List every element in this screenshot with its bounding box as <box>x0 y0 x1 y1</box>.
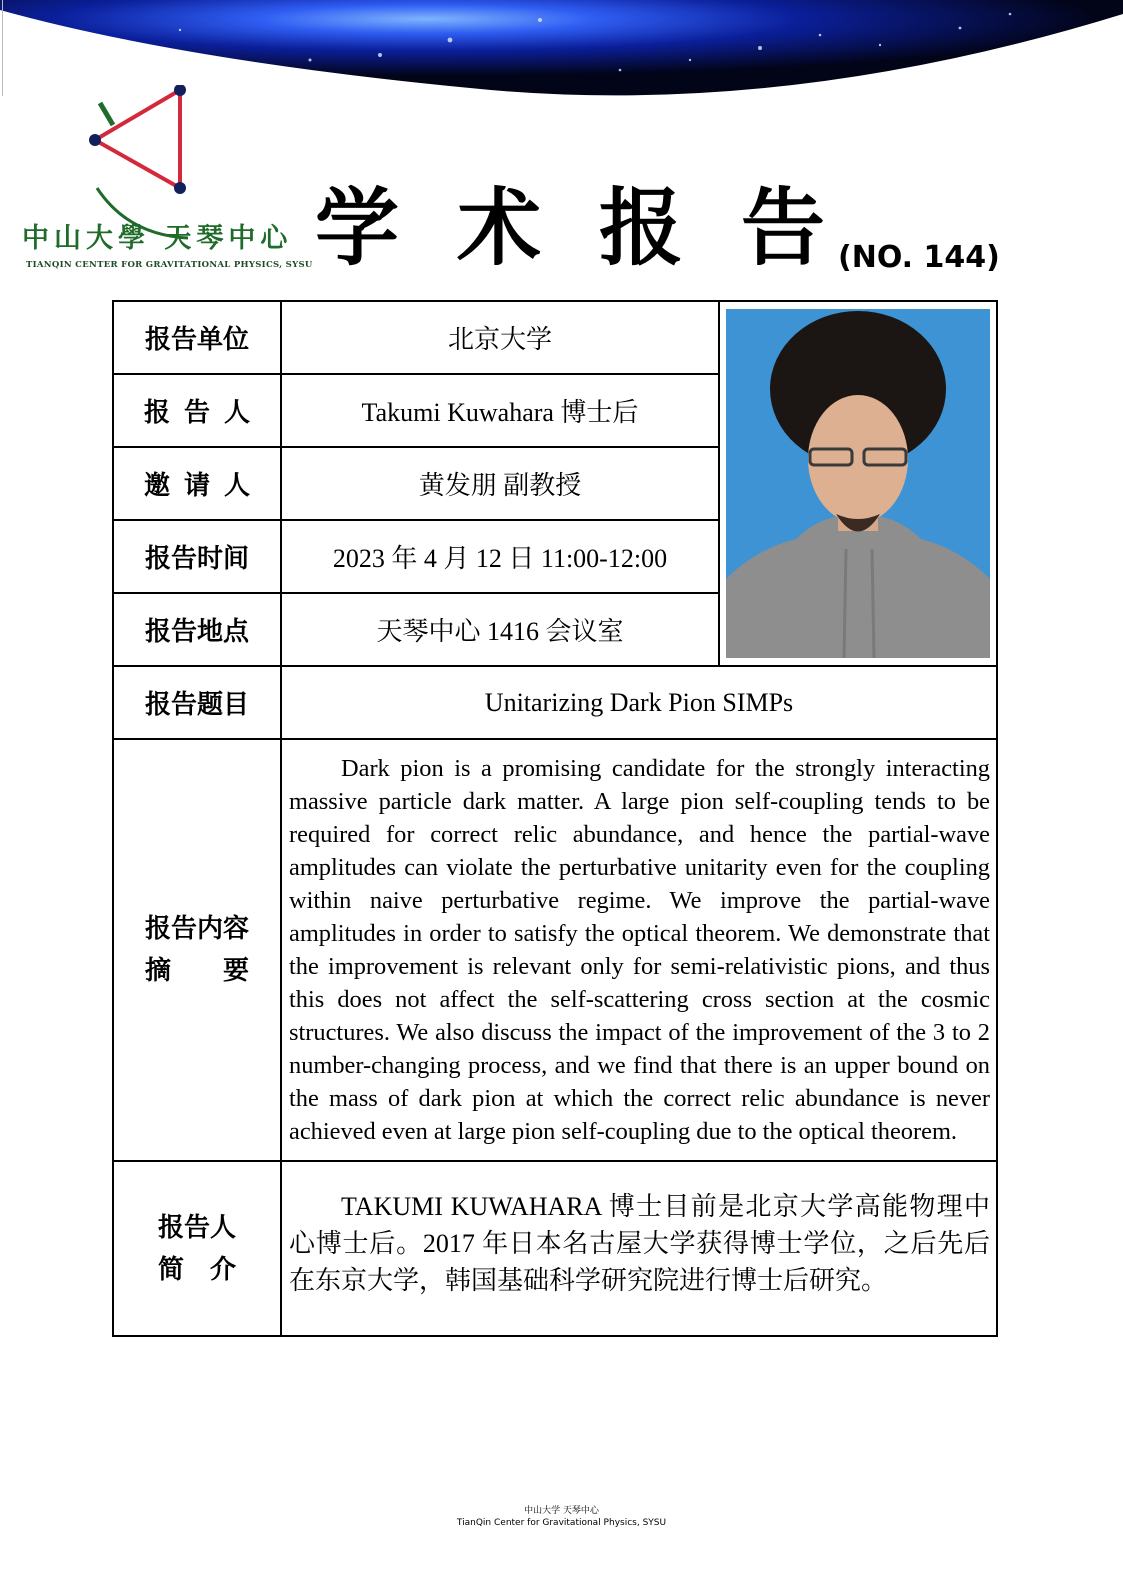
page-edge-line <box>2 0 3 96</box>
value-inviter: 黄发朋 副教授 <box>281 447 719 520</box>
label-speaker: 报告人 <box>113 374 281 447</box>
photo-cell <box>719 301 997 666</box>
page-title: 学术报告 <box>315 178 884 277</box>
table-row <box>113 301 997 374</box>
abstract-text: Dark pion is a promising candidate for the strongly interacting massive particle dark matter. A large pion self-coupling tends to be required for correct relic abundance, and hence the partial-wave amplitudes can violate the perturbative unitarity even for the coupling within naive perturbative regime. We improve the partial-wave amplitudes in order to satisfy the optical theorem. We demonstrate that the improvement is relevant only for semi-relativistic pions, and thus this does not affect the self-scattering cross section at the cosmic structures. We also discuss the impact of the improvement of the 3 to 2 number-changing process, and we find that there is an upper bound on the mass of dark pion at which the correct relic abundance is never achieved even at large pion self-coupling due to the optical theorem. <box>289 755 990 1145</box>
report-number: (NO. 144) <box>838 240 1000 275</box>
abstract-cell <box>281 739 997 1161</box>
value-location: 天琴中心 1416 会议室 <box>281 593 719 666</box>
value-time: 2023 年 4 月 12 日 11:00-12:00 <box>281 520 719 593</box>
bio-text: TAKUMI KUWAHARA 博士目前是北京大学高能物理中心博士后。2017 年日本名古屋大学获得博士学位，之后先后在东京大学，韩国基础科学研究院进行博士后研究。 <box>289 1192 990 1295</box>
report-info-table <box>112 300 998 1337</box>
footer-org-en: TianQin Center for Gravitational Physics, SYSU <box>456 1518 667 1528</box>
footer-org-cn: 中山大学 天琴中心 <box>524 1506 599 1516</box>
logo-name-cn: 中山大學 天琴中心 <box>22 223 293 254</box>
label-location: 报告地点 <box>113 593 281 666</box>
label-bio-line2: 简 介 <box>157 1254 236 1285</box>
table-row <box>113 1161 997 1336</box>
label-time: 报告时间 <box>113 520 281 593</box>
value-speaker: Takumi Kuwahara 博士后 <box>281 374 719 447</box>
label-bio <box>113 1161 281 1336</box>
label-title: 报告题目 <box>113 666 281 739</box>
label-abstract <box>113 739 281 1161</box>
bio-cell <box>281 1161 997 1336</box>
label-abstract-line2: 摘 要 <box>144 956 249 986</box>
label-bio-line1: 报告人 <box>157 1212 236 1243</box>
speaker-portrait-photo <box>726 309 990 658</box>
label-inviter: 邀请人 <box>113 447 281 520</box>
label-abstract-line1: 报告内容 <box>144 914 249 944</box>
table-row <box>113 739 997 1161</box>
value-unit: 北京大学 <box>281 301 719 374</box>
value-talk-title: Unitarizing Dark Pion SIMPs <box>281 666 997 739</box>
label-unit: 报告单位 <box>113 301 281 374</box>
table-row <box>113 666 997 739</box>
logo-name-en: TIANQIN CENTER FOR GRAVITATIONAL PHYSICS, SYSU <box>26 260 313 270</box>
